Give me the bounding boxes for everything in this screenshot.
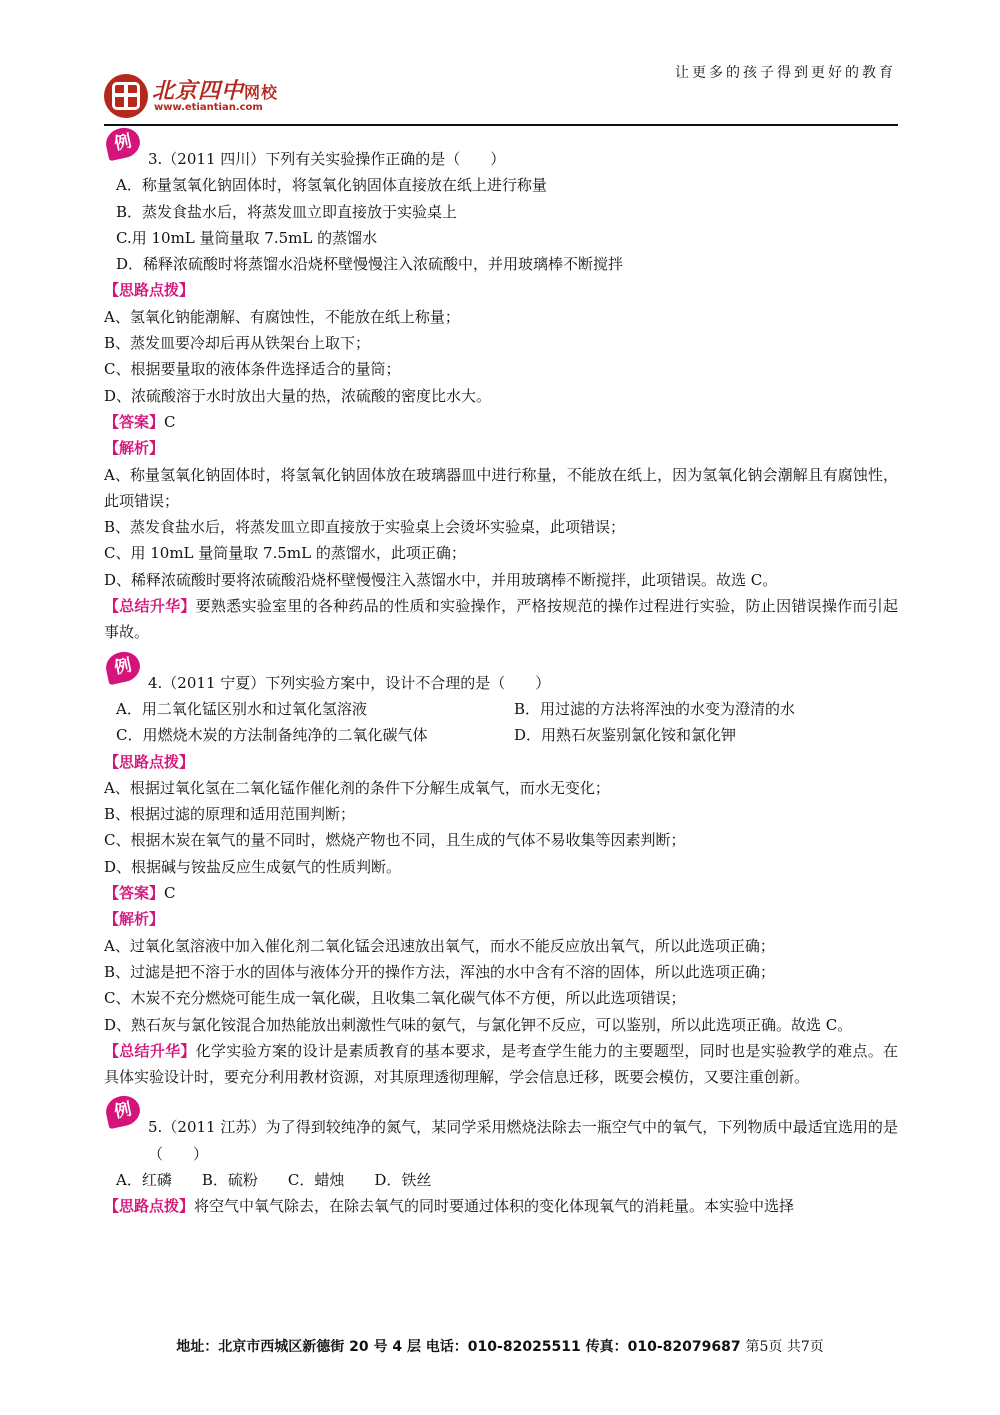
option: D．铁丝 [374, 1170, 432, 1189]
summary-paragraph [104, 593, 898, 646]
analysis-line: B、蒸发食盐水后，将蒸发皿立即直接放于实验桌上会烫坏实验桌，此项错误； [104, 518, 626, 537]
question-3 [104, 122, 898, 646]
answer-value: C [164, 412, 176, 431]
analysis-label: 【解析】 [104, 439, 165, 458]
example-badge-icon: 例 [103, 125, 142, 161]
question-5 [104, 1090, 898, 1219]
analysis-line: A、称量氢氧化钠固体时，将氢氧化钠固体放在玻璃器皿中进行称量，不能放在纸上，因为氢氧化钠会潮解且有腐蚀性，此项错误； [104, 465, 898, 510]
question-4 [104, 646, 898, 1091]
page-number: 第5页 共7页 [745, 1339, 824, 1355]
logo-name [152, 74, 278, 105]
page-content [104, 122, 898, 1220]
option: A．称量氢氧化钠固体时，将氢氧化钠固体直接放在纸上进行称量 [116, 176, 547, 195]
option: C．用燃烧木炭的方法制备纯净的二氧化碳气体 [116, 726, 428, 745]
answer-label: 【答案】 [104, 884, 165, 903]
header-slogan: 让更多的孩子得到更好的教育 [675, 65, 896, 81]
question-stem: 4.（2011 宁夏）下列实验方案中，设计不合理的是（ ） [148, 673, 551, 692]
hint-text: 将空气中氧气除去，在除去氧气的同时要通过体积的变化体现氧气的消耗量。本实验中选择 [194, 1197, 795, 1216]
hint-line: D、浓硫酸溶于水时放出大量的热，浓硫酸的密度比水大。 [104, 386, 492, 405]
option: C．蜡烛 [287, 1170, 345, 1189]
logo-url: www.etiantian.com [154, 102, 263, 113]
option: C.用 10mL 量筒量取 7.5mL 的蒸馏水 [116, 228, 378, 247]
example-badge-icon: 例 [103, 648, 142, 684]
hint-paragraph [104, 1193, 898, 1219]
hint-line: C、根据要量取的液体条件选择适合的量筒； [104, 360, 401, 379]
page-footer [0, 1336, 1000, 1356]
hint-line: A、根据过氧化氢在二氧化锰作催化剂的条件下分解生成氧气，而水无变化； [104, 778, 610, 797]
option: D．稀释浓硫酸时将蒸馏水沿烧杯壁慢慢注入浓硫酸中，并用玻璃棒不断搅拌 [116, 255, 624, 274]
answer-value: C [164, 884, 176, 903]
analysis-line: B、过滤是把不溶于水的固体与液体分开的操作方法，浑浊的水中含有不溶的固体，所以此选项正确； [104, 962, 776, 981]
hint-line: B、蒸发皿要冷却后再从铁架台上取下； [104, 334, 371, 353]
option: B．蒸发食盐水后，将蒸发皿立即直接放于实验桌上 [116, 202, 458, 221]
summary-text: 化学实验方案的设计是素质教育的基本要求，是考查学生能力的主要题型，同时也是实验教学的难点。在具体实验设计时，要充分利用教材资源，对其原理透彻理解，学会信息迁移，既要会模仿，又要注重创新。 [104, 1041, 898, 1087]
analysis-label: 【解析】 [104, 910, 165, 929]
option: A．用二氧化锰区别水和过氧化氢溶液 [116, 699, 367, 718]
question-stem: 5.（2011 江苏）为了得到较纯净的氮气，某同学采用燃烧法除去一瓶空气中的氧气，下列物质中最适宜选用的是（ ） [148, 1118, 898, 1163]
analysis-line: D、熟石灰与氯化铵混合加热能放出刺激性气味的氨气，与氯化钾不反应，可以鉴别，所以此选项正确。故选 C。 [104, 1015, 853, 1034]
summary-paragraph [104, 1038, 898, 1091]
option-row [104, 696, 898, 722]
hint-line: B、根据过滤的原理和适用范围判断； [104, 805, 356, 824]
logo-emblem-icon [104, 74, 148, 118]
hint-line: A、氢氧化钠能潮解、有腐蚀性，不能放在纸上称量； [104, 307, 460, 326]
analysis-line: C、木炭不充分燃烧可能生成一氧化碳，且收集二氧化碳气体不方便，所以此选项错误； [104, 989, 686, 1008]
answer-label: 【答案】 [104, 412, 165, 431]
footer-address: 地址：北京市西城区新德街 20 号 4 层 电话：010-82025511 传真：010-82079687 [176, 1339, 741, 1355]
example-badge-icon: 例 [103, 1093, 142, 1129]
option: D．用熟石灰鉴别氯化铵和氯化钾 [514, 726, 737, 745]
analysis-line: A、过氧化氢溶液中加入催化剂二氧化锰会迅速放出氧气，而水不能反应放出氧气，所以此选项正确； [104, 936, 775, 955]
hint-label: 【思路点拨】 [104, 281, 195, 300]
analysis-line: C、用 10mL 量筒量取 7.5mL 的蒸馏水，此项正确； [104, 544, 466, 563]
hint-label: 【思路点拨】 [104, 752, 195, 771]
option: A．红磷 [116, 1170, 172, 1189]
logo-name-text: 北京四中 [152, 78, 245, 104]
hint-label: 【思路点拨】 [104, 1197, 195, 1216]
option-row [104, 722, 898, 748]
hint-line: C、根据木炭在氧气的量不同时，燃烧产物也不同，且生成的气体不易收集等因素判断； [104, 831, 686, 850]
hint-line: D、根据碱与铵盐反应生成氨气的性质判断。 [104, 857, 402, 876]
summary-label: 【总结升华】 [104, 597, 196, 616]
option: B．用过滤的方法将浑浊的水变为澄清的水 [514, 699, 796, 718]
analysis-line: D、稀释浓硫酸时要将浓硫酸沿烧杯壁慢慢注入蒸馏水中，并用玻璃棒不断搅拌，此项错误。故选 C。 [104, 570, 778, 589]
summary-label: 【总结升华】 [104, 1041, 196, 1060]
option: B．硫粉 [201, 1170, 258, 1189]
summary-text: 要熟悉实验室里的各种药品的性质和实验操作，严格按规范的操作过程进行实验，防止因错误操作而引起事故。 [104, 597, 898, 642]
question-stem: 3.（2011 四川）下列有关实验操作正确的是（ ） [148, 150, 506, 168]
option-row [104, 1167, 898, 1193]
logo-sub-text: 网校 [244, 83, 279, 102]
